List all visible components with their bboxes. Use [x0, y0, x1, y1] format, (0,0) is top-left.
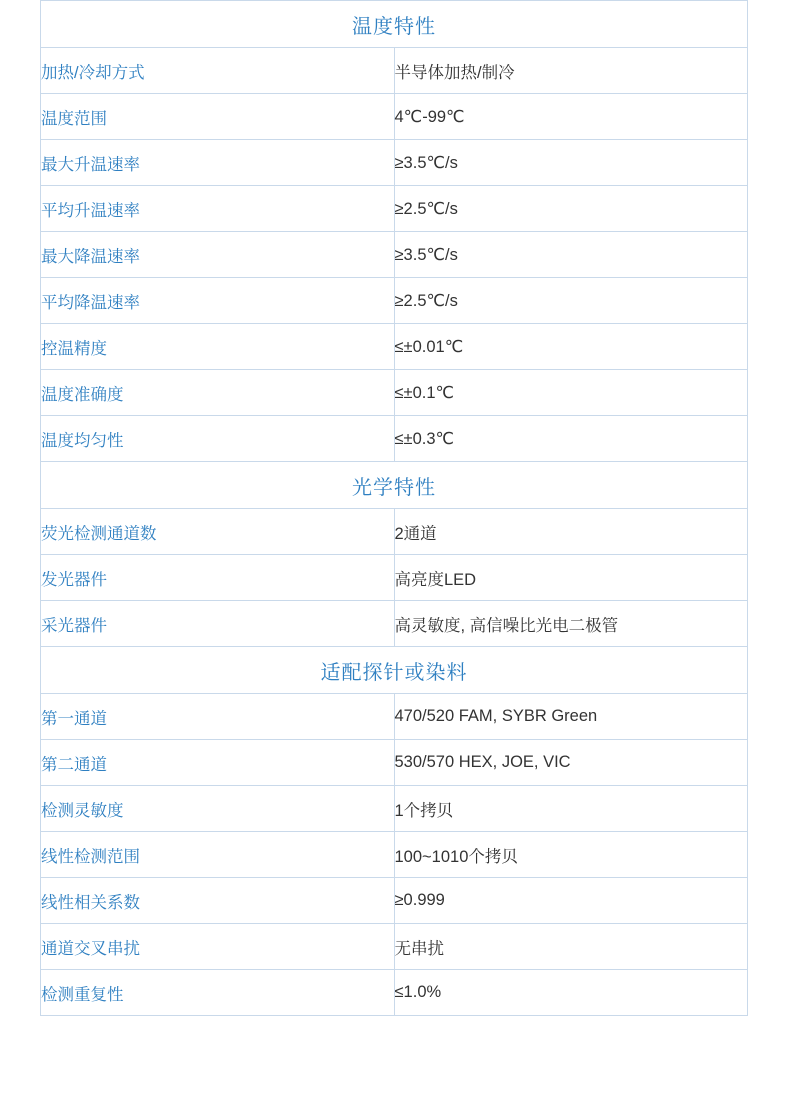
table-row [41, 416, 748, 462]
row-value: 高亮度LED [394, 555, 748, 601]
table-row [41, 509, 748, 555]
row-value: 530/570 HEX, JOE, VIC [394, 740, 748, 786]
section-header-row [41, 1, 748, 48]
row-value: ≥3.5℃/s [394, 140, 748, 186]
row-value: 100~1010个拷贝 [394, 832, 748, 878]
row-value: ≤±0.01℃ [394, 324, 748, 370]
table-row [41, 370, 748, 416]
row-label: 荧光检测通道数 [41, 509, 395, 555]
row-value: 4℃-99℃ [394, 94, 748, 140]
row-value: 半导体加热/制冷 [394, 48, 748, 94]
table-row [41, 48, 748, 94]
row-label: 第一通道 [41, 694, 395, 740]
table-row [41, 278, 748, 324]
row-value: 2通道 [394, 509, 748, 555]
table-row [41, 186, 748, 232]
table-row [41, 94, 748, 140]
table-row [41, 601, 748, 647]
table-row [41, 740, 748, 786]
specification-table [40, 0, 748, 1016]
table-row [41, 832, 748, 878]
section-title-temperature: 温度特性 [41, 1, 748, 48]
table-row [41, 324, 748, 370]
table-row [41, 232, 748, 278]
section-header-row [41, 462, 748, 509]
row-label: 温度均匀性 [41, 416, 395, 462]
row-label: 通道交叉串扰 [41, 924, 395, 970]
row-label: 线性检测范围 [41, 832, 395, 878]
row-value: ≤±0.3℃ [394, 416, 748, 462]
row-label: 控温精度 [41, 324, 395, 370]
row-value: 高灵敏度, 高信噪比光电二极管 [394, 601, 748, 647]
table-row [41, 555, 748, 601]
row-label: 平均降温速率 [41, 278, 395, 324]
row-label: 线性相关系数 [41, 878, 395, 924]
row-label: 最大降温速率 [41, 232, 395, 278]
row-value: ≥0.999 [394, 878, 748, 924]
table-body [41, 1, 748, 1016]
row-value: 470/520 FAM, SYBR Green [394, 694, 748, 740]
row-value: ≥3.5℃/s [394, 232, 748, 278]
row-label: 检测灵敏度 [41, 786, 395, 832]
row-label: 最大升温速率 [41, 140, 395, 186]
row-value: ≤1.0% [394, 970, 748, 1016]
row-label: 温度准确度 [41, 370, 395, 416]
row-label: 采光器件 [41, 601, 395, 647]
row-value: ≥2.5℃/s [394, 186, 748, 232]
table-row [41, 786, 748, 832]
row-label: 第二通道 [41, 740, 395, 786]
row-label: 检测重复性 [41, 970, 395, 1016]
row-label: 平均升温速率 [41, 186, 395, 232]
row-label: 温度范围 [41, 94, 395, 140]
row-label: 加热/冷却方式 [41, 48, 395, 94]
row-label: 发光器件 [41, 555, 395, 601]
row-value: 无串扰 [394, 924, 748, 970]
table-row [41, 694, 748, 740]
section-title-optical: 光学特性 [41, 462, 748, 509]
row-value: 1个拷贝 [394, 786, 748, 832]
table-row [41, 970, 748, 1016]
section-header-row [41, 647, 748, 694]
row-value: ≤±0.1℃ [394, 370, 748, 416]
table-row [41, 878, 748, 924]
row-value: ≥2.5℃/s [394, 278, 748, 324]
table-row [41, 140, 748, 186]
table-row [41, 924, 748, 970]
section-title-probes-dyes: 适配探针或染料 [41, 647, 748, 694]
